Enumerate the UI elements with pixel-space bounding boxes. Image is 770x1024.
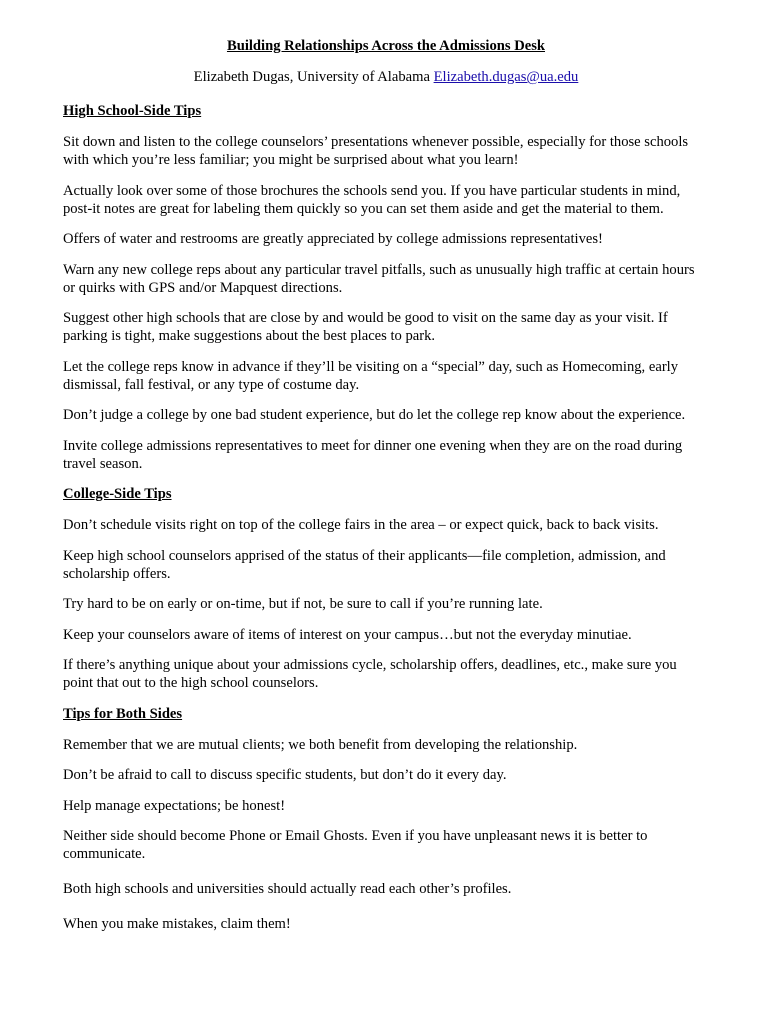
tip-paragraph: Don’t judge a college by one bad student experience, but do let the college rep know about the experience. [63, 407, 686, 423]
tip-paragraph: Keep high school counselors apprised of the status of their applicants—file completion, admission, and scholarship offers. [63, 547, 666, 582]
tip-paragraph: Remember that we are mutual clients; we both benefit from developing the relationship. [63, 736, 578, 753]
tip-paragraph: Help manage expectations; be honest! [63, 797, 286, 814]
section-heading: College-Side Tips [63, 486, 172, 502]
tip-paragraph: When you make mistakes, claim them! [63, 916, 291, 932]
tip-paragraph: Let the college reps know in advance if they’ll be visiting on a “special” day, such as Homecoming, early dismissal, fall festival, or any type of costume day. [63, 358, 679, 393]
section-college [63, 485, 709, 692]
section-both-sides [63, 705, 709, 934]
section-heading: High School-Side Tips [63, 103, 202, 119]
section-heading: Tips for Both Sides [63, 705, 183, 722]
tip-paragraph: If there’s anything unique about your admissions cycle, scholarship offers, deadlines, etc., make sure you point that out to the high school counselors. [63, 657, 677, 691]
tip-paragraph: Neither side should become Phone or Email Ghosts. Even if you have unpleasant news it is better to communicate. [63, 828, 648, 862]
document-title: Building Relationships Across the Admissions Desk [226, 38, 546, 54]
tip-paragraph: Suggest other high schools that are close by and would be good to visit on the same day as your visit. If parking is tight, make suggestions about the best places to park. [63, 310, 668, 344]
section-high-school [63, 102, 709, 473]
tip-paragraph: Both high schools and universities should actually read each other’s profiles. [63, 881, 512, 897]
document-page [63, 37, 709, 946]
author-name: Elizabeth Dugas, University of Alabama [193, 69, 434, 85]
author-email-link[interactable]: Elizabeth.dugas@ua.edu [433, 69, 579, 85]
tip-paragraph: Keep your counselors aware of items of interest on your campus…but not the everyday minutiae. [63, 626, 632, 643]
tip-paragraph: Try hard to be on early or on-time, but if not, be sure to call if you’re running late. [63, 596, 543, 612]
tip-paragraph: Sit down and listen to the college counselors’ presentations whenever possible, especially for those schools with which you’re less familiar; you might be surprised about what you learn! [63, 134, 689, 168]
tip-paragraph: Offers of water and restrooms are greatly appreciated by college admissions representatives! [63, 231, 603, 247]
tip-paragraph: Don’t be afraid to call to discuss specific students, but don’t do it every day. [63, 767, 507, 783]
author-line [63, 68, 709, 86]
tip-paragraph: Don’t schedule visits right on top of the college fairs in the area – or expect quick, back to back visits. [63, 517, 659, 533]
tip-paragraph: Actually look over some of those brochures the schools send you. If you have particular students in mind, post-it notes are great for labeling them quickly so you can set them aside and get the material to them. [63, 182, 681, 217]
tip-paragraph: Invite college admissions representatives to meet for dinner one evening when they are on the road during travel season. [63, 437, 683, 472]
tip-paragraph: Warn any new college reps about any particular travel pitfalls, such as unusually high traffic at certain hours or quirks with GPS and/or Mapquest directions. [63, 261, 695, 296]
